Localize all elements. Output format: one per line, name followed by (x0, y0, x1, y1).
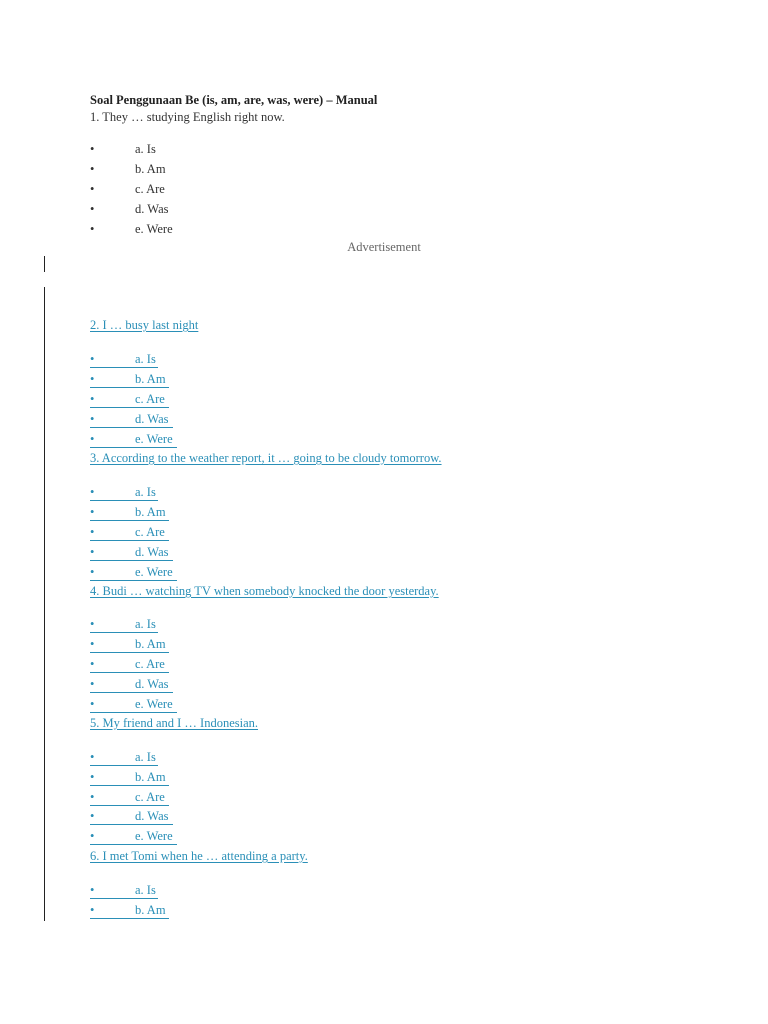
bullet-icon: • (90, 883, 95, 897)
bullet-icon: • (90, 790, 95, 804)
text-cursor (44, 256, 45, 272)
selection-bar (44, 287, 45, 921)
bullet-icon: • (90, 657, 95, 671)
advertisement-label: Advertisement (347, 240, 421, 254)
bullet-icon: • (90, 372, 95, 386)
bullet-icon: • (90, 617, 95, 631)
bullet-icon: • (90, 770, 95, 784)
bullet-icon: • (90, 392, 95, 406)
bullet-icon: • (90, 412, 95, 426)
bullet-icon: • (90, 697, 95, 711)
bullet-icon: • (90, 525, 95, 539)
bullet-icon: • (90, 545, 95, 559)
question-1: 1. They … studying English right now. (90, 110, 285, 124)
bullet-icon: • (90, 202, 95, 216)
bullet-icon: • (90, 809, 95, 823)
bullet-icon: • (90, 505, 95, 519)
bullet-icon: • (90, 142, 95, 156)
bullet-icon: • (90, 182, 95, 196)
bullet-icon: • (90, 903, 95, 917)
bullet-icon: • (90, 352, 95, 366)
bullet-icon: • (90, 677, 95, 691)
bullet-icon: • (90, 750, 95, 764)
bullet-icon: • (90, 222, 95, 236)
bullet-icon: • (90, 432, 95, 446)
bullet-icon: • (90, 637, 95, 651)
bullet-icon: • (90, 565, 95, 579)
bullet-icon: • (90, 162, 95, 176)
question-2[interactable]: 2. I … busy last night (90, 318, 199, 332)
question-3[interactable]: 3. According to the weather report, it … going to be cloudy tomorrow. (90, 451, 442, 465)
document-title: Soal Penggunaan Be (is, am, are, was, were) – Manual (90, 93, 378, 107)
bullet-icon: • (90, 829, 95, 843)
question-5[interactable]: 5. My friend and I … Indonesian. (90, 716, 259, 730)
bullet-icon: • (90, 485, 95, 499)
question-4[interactable]: 4. Budi … watching TV when somebody knocked the door yesterday. (90, 584, 439, 598)
question-6[interactable]: 6. I met Tomi when he … attending a party. (90, 849, 308, 863)
